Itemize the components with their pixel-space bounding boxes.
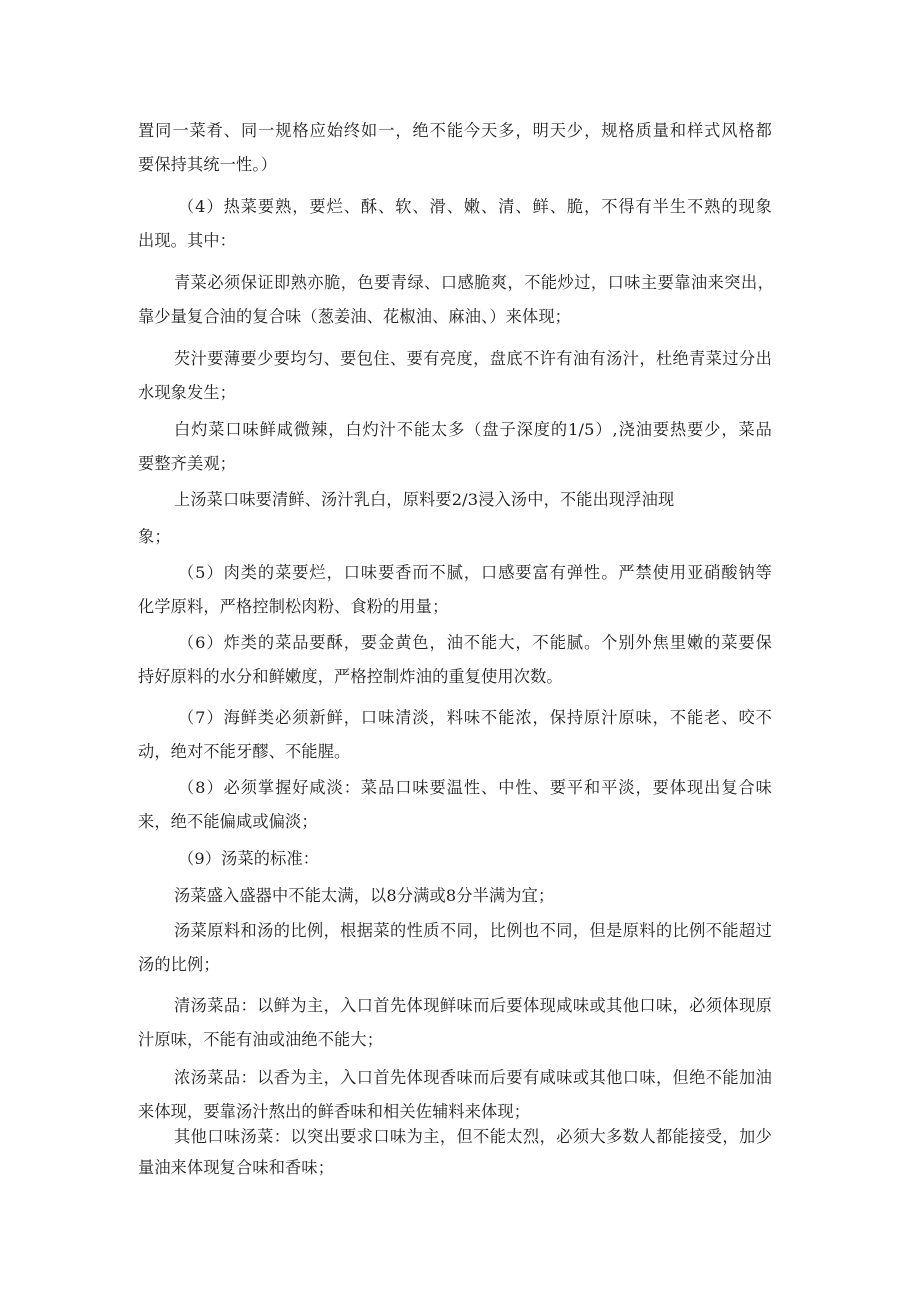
paragraph-line: 持好原料的水分和鲜嫩度，严格控制炸油的重复使用次数。 [138,667,563,686]
paragraph-line: 要保持其统一性。） [138,155,277,174]
paragraph-line: 芡汁要薄要少要均匀、要包住、要有亮度，盘底不许有油有汤汁，杜绝青菜过分出 [174,349,772,368]
paragraph-line: 来体现，要靠汤汁熬出的鲜香味和相关佐辅料来体现； [138,1102,531,1121]
paragraph-line: 汤菜盛入盛器中不能太满，以8分满或8分半满为宜； [174,886,555,905]
paragraph-line: 来，绝不能偏咸或偏淡； [138,812,318,831]
paragraph-line: （4）热菜要熟，要烂、酥、软、滑、嫩、清、鲜、脆，不得有半生不熟的现象 [178,197,772,216]
paragraph-line: （5）肉类的菜要烂，口味要香而不腻，口感要富有弹性。严禁使用亚硝酸钠等 [178,563,772,582]
paragraph-line: 青菜必须保证即熟亦脆，色要青绿、口感脆爽，不能炒过，口味主要靠油来突出， [174,273,774,292]
paragraph-line: 靠少量复合油的复合味（葱姜油、花椒油、麻油、）来体现； [138,307,572,326]
paragraph-line: 汁原味，不能有油或油绝不能大； [138,1030,384,1049]
paragraph-line: 上汤菜口味要清鲜、汤汁乳白，原料要2/3浸入汤中，不能出现浮油现 [174,490,675,509]
paragraph-line: 汤菜原料和汤的比例，根据菜的性质不同，比例也不同，但是原料的比例不能超过 [174,921,772,940]
paragraph-line: 出现。其中： [138,231,237,250]
paragraph-line: 其他口味汤菜：以突出要求口味为主，但不能太烈，必须大多数人都能接受，加少 [174,1127,772,1146]
paragraph-line: （6）炸类的菜品要酥，要金黄色，油不能大，不能腻。个别外焦里嫩的菜要保 [178,633,772,652]
paragraph-line: 化学原料，严格控制松肉粉、食粉的用量； [138,597,449,616]
paragraph-line: （9）汤菜的标准： [178,849,320,868]
paragraph-line: （8）必须掌握好咸淡：菜品口味要温性、中性、要平和平淡，要体现出复合味 [178,778,772,797]
paragraph-line: 置同一菜肴、同一规格应始终如一，绝不能今天多，明天少，规格质量和样式风格都 [138,121,772,140]
paragraph-line: 量油来体现复合味和香味； [138,1158,335,1177]
paragraph-line: 动，绝对不能牙醪、不能腥。 [138,742,351,761]
paragraph-line: 汤的比例； [138,955,220,974]
paragraph-line: 水现象发生； [138,383,237,402]
paragraph-line: 象； [138,527,171,546]
paragraph-line: 要整齐美观； [138,454,237,473]
paragraph-line: 浓汤菜品：以香为主，入口首先体现香味而后要有咸味或其他口味，但绝不能加油 [174,1068,772,1087]
paragraph-line: 白灼菜口味鲜咸微辣，白灼汁不能太多（盘子深度的1/5）,浇油要热要少，菜品 [174,420,772,439]
paragraph-line: 清汤菜品：以鲜为主，入口首先体现鲜味而后要体现咸味或其他口味，必须体现原 [174,996,772,1015]
paragraph-line: （7）海鲜类必须新鲜，口味清淡，料味不能浓，保持原汁原味，不能老、咬不 [178,708,772,727]
